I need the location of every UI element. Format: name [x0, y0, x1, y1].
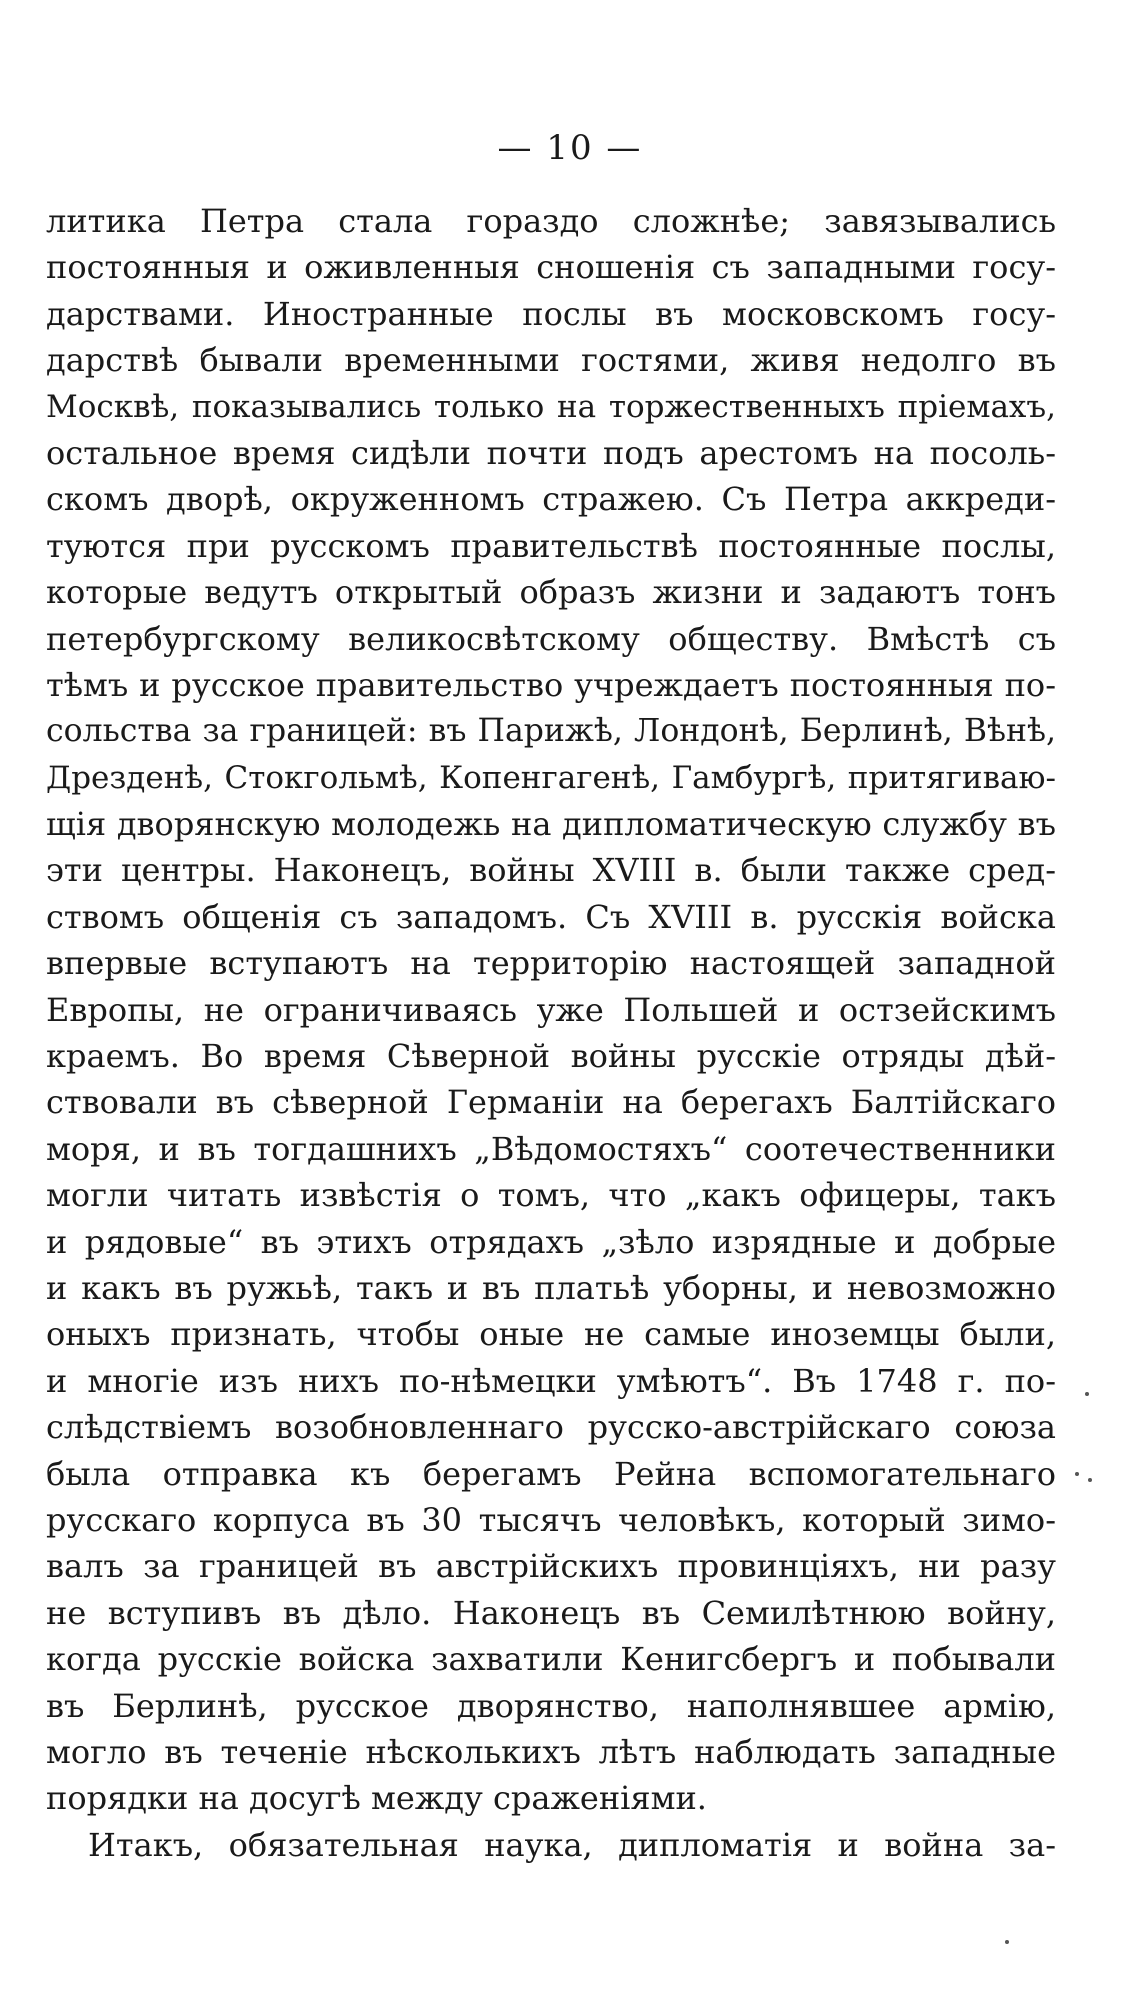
text-line: Дрезденѣ, Стокгольмѣ, Копенгагенѣ, Гамбургѣ, притягиваю- [46, 759, 1056, 796]
text-line: ствовали въ сѣверной Германіи на берегахъ Балтійскаго [46, 1083, 1056, 1122]
text-line: тѣмъ и русское правительство учреждаетъ постоянныя по- [46, 665, 1056, 704]
text-line: впервые вступаютъ на территорію настоящей западной [46, 944, 1056, 983]
text-line: скомъ дворѣ, окруженномъ стражею. Съ Петра аккреди- [46, 480, 1056, 519]
text-line: русскаго корпуса въ 30 тысячъ человѣкъ, который зимо- [46, 1500, 1056, 1539]
text-line: щія дворянскую молодежь на дипломатическую службу въ [46, 805, 1056, 844]
body-text [46, 198, 1056, 1868]
text-line: моря, и въ тогдашнихъ „Вѣдомостяхъ“ соотечественники [46, 1129, 1056, 1168]
text-line: ствомъ общенія съ западомъ. Съ XVIII в. русскія войска [46, 897, 1056, 936]
text-line: слѣдствіемъ возобновленнаго русско-австрійскаго союза [46, 1408, 1056, 1447]
text-line: валъ за границей въ австрійскихъ провинціяхъ, ни разу [46, 1547, 1056, 1586]
text-line: и многіе изъ нихъ по-нѣмецки умѣютъ“. Въ 1748 г. по- [46, 1361, 1056, 1400]
text-line: и рядовые“ въ этихъ отрядахъ „зѣло изрядные и добрые [46, 1222, 1056, 1261]
print-speck [1005, 1940, 1009, 1944]
text-line: когда русскіе войска захватили Кенигсбергъ и побывали [46, 1640, 1056, 1679]
paragraph-start-line: Итакъ, обязательная наука, дипломатія и война за- [88, 1825, 1056, 1864]
text-line: Москвѣ, показывались только на торжественныхъ пріемахъ, [46, 388, 1056, 425]
text-line: краемъ. Во время Сѣверной войны русскіе отряды дѣй- [46, 1037, 1056, 1076]
page-number: — 10 — [497, 128, 643, 168]
paragraph-end-line: порядки на досугѣ между сраженіями. [46, 1779, 707, 1818]
text-line: Европы, не ограничиваясь уже Польшей и остзейскимъ [46, 990, 1056, 1029]
text-line: постоянныя и оживленныя сношенія съ западными госу- [46, 248, 1056, 287]
text-line: эти центры. Наконецъ, войны XVIII в. были также сред- [46, 851, 1056, 890]
text-line: остальное время сидѣли почти подъ арестомъ на посоль- [46, 433, 1056, 472]
text-line: дарствѣ бывали временными гостями, живя недолго въ [46, 341, 1056, 380]
print-speck [1088, 1478, 1092, 1482]
text-line: дарствами. Иностранные послы въ московскомъ госу- [46, 294, 1056, 333]
text-line: могло въ теченіе нѣсколькихъ лѣтъ наблюдать западные [46, 1732, 1056, 1771]
text-line: въ Берлинѣ, русское дворянство, наполнявшее армію, [46, 1686, 1056, 1725]
text-line: оныхъ признать, чтобы оные не самые иноземцы были, [46, 1315, 1056, 1354]
text-line: туются при русскомъ правительствѣ постоянные послы, [46, 526, 1056, 565]
text-line: литика Петра стала гораздо сложнѣе; завязывались [46, 202, 1056, 240]
text-line: которые ведутъ открытый образъ жизни и задаютъ тонъ [46, 573, 1056, 612]
text-line: могли читать извѣстія о томъ, что „какъ офицеры, такъ [46, 1176, 1056, 1215]
print-speck [1075, 1472, 1079, 1476]
text-line: не вступивъ въ дѣло. Наконецъ въ Семилѣтнюю войну, [46, 1593, 1056, 1632]
text-line: петербургскому великосвѣтскому обществу. Вмѣстѣ съ [46, 619, 1056, 658]
text-line: сольства за границей: въ Парижѣ, Лондонѣ, Берлинѣ, Вѣнѣ, [46, 713, 1056, 750]
text-line: была отправка къ берегамъ Рейна вспомогательнаго [46, 1454, 1056, 1493]
print-speck [1085, 1392, 1089, 1396]
text-line: и какъ въ ружьѣ, такъ и въ платьѣ уборны, и невозможно [46, 1268, 1056, 1307]
